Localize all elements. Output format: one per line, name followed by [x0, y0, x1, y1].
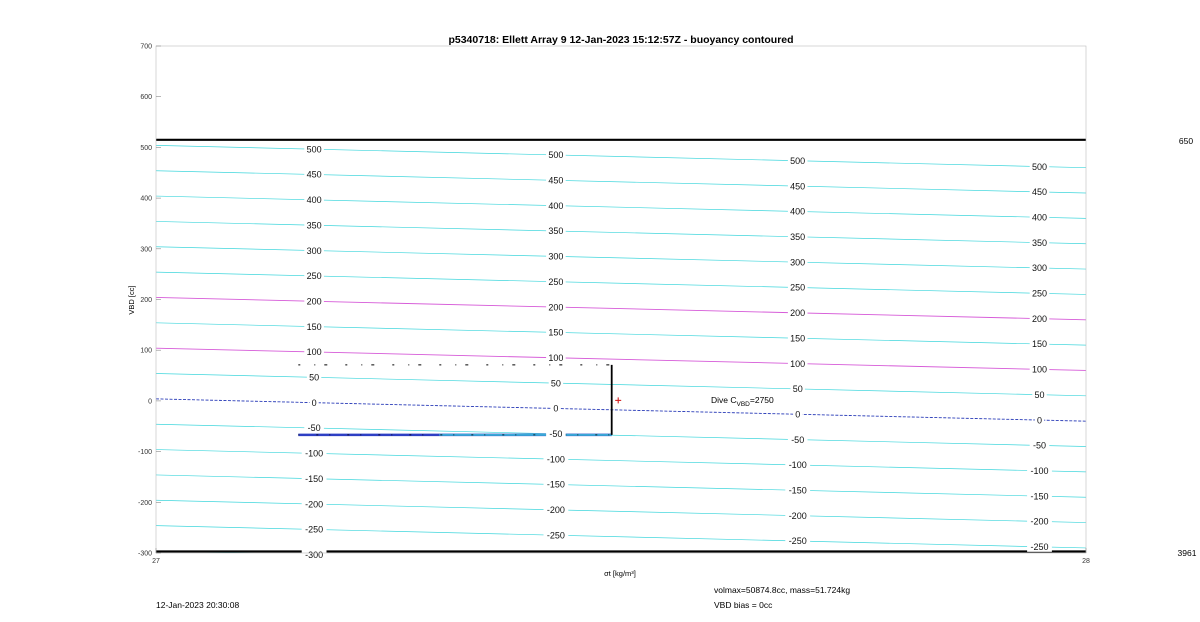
y-tick-label-300: 300: [140, 246, 152, 254]
contour-label-450-0: 450: [306, 169, 322, 180]
contour-label--100-2: -100: [788, 460, 807, 471]
contour-label-300-3: 300: [1031, 263, 1048, 274]
contour-label-300-2: 300: [790, 257, 806, 268]
annotation-text: Dive C: [711, 395, 737, 405]
contour-label-200-0: 200: [306, 296, 322, 307]
plot-area: [156, 46, 1086, 553]
contour-label-400-3: 400: [1031, 212, 1048, 223]
contour-label-500-1: 500: [548, 150, 564, 161]
contour-label-150-1: 150: [548, 327, 564, 338]
contour-label-50-0: 50: [309, 372, 320, 383]
contour-label-400-2: 400: [790, 206, 806, 217]
contour-label-200-1: 200: [548, 302, 564, 313]
contour-label--50-2: -50: [791, 434, 805, 445]
y-tick-label--200: -200: [137, 499, 152, 507]
contour-label-100-0: 100: [306, 347, 322, 358]
contour-label--200-1: -200: [546, 505, 565, 516]
contour-label-50-1: 50: [550, 378, 561, 389]
contour-label-0-0: 0: [311, 397, 317, 408]
lower-limit-label: 3961: [1177, 548, 1197, 558]
contour-label--100-1: -100: [546, 454, 565, 465]
annotation-value: =2750: [749, 395, 774, 405]
upper-limit-label: 650: [1178, 136, 1194, 146]
footer-vbd-bias: VBD bias = 0cc: [714, 600, 773, 610]
contour-label--250-3: -250: [1030, 542, 1049, 553]
contour-label-150-0: 150: [306, 321, 322, 332]
contour-label--100-0: -100: [305, 448, 324, 459]
footer-timestamp: 12-Jan-2023 20:30:08: [156, 600, 240, 610]
contour-label-200-3: 200: [1031, 313, 1048, 324]
contour-label-350-3: 350: [1031, 237, 1048, 248]
contour-label-500-0: 500: [306, 144, 322, 155]
contour-label-250-1: 250: [548, 276, 564, 287]
y-tick-label-500: 500: [140, 144, 152, 152]
contour-label-350-2: 350: [790, 232, 806, 243]
contour-label-50-3: 50: [1034, 389, 1045, 400]
contour-label-250-3: 250: [1031, 288, 1048, 299]
y-tick-label-600: 600: [140, 94, 152, 102]
contour-label--50-0: -50: [307, 423, 321, 434]
y-tick-label--100: -100: [137, 449, 152, 457]
contour-label--300-0: -300: [305, 549, 324, 560]
contour-label-100-2: 100: [790, 358, 806, 369]
contour-label-250-2: 250: [790, 282, 806, 293]
annotation-subscript: VBD: [736, 401, 750, 408]
contour-label--250-1: -250: [546, 530, 565, 541]
contour-label--250-0: -250: [305, 524, 324, 535]
y-tick-label-700: 700: [140, 43, 152, 51]
contour-label--100-3: -100: [1030, 465, 1049, 476]
x-tick-label-27: 27: [152, 558, 160, 565]
contour-label--200-2: -200: [788, 510, 807, 521]
contour-label-150-3: 150: [1031, 339, 1048, 350]
contour-label--250-2: -250: [788, 536, 807, 547]
contour-label--150-0: -150: [305, 473, 324, 484]
contour-label-350-1: 350: [548, 226, 564, 237]
contour-label-400-1: 400: [548, 200, 564, 211]
contour-label--50-1: -50: [549, 429, 563, 440]
contour-label-300-1: 300: [548, 251, 564, 262]
contour-label-300-0: 300: [306, 245, 322, 256]
contour-label-250-0: 250: [306, 271, 322, 282]
contour-label--200-0: -200: [305, 499, 324, 510]
footer-volmax-mass: volmax=50874.8cc, mass=51.724kg: [714, 585, 851, 595]
y-tick-label-100: 100: [140, 347, 152, 355]
contour-label--200-3: -200: [1030, 516, 1049, 527]
contour-label-50-2: 50: [792, 384, 803, 395]
contour-label-150-2: 150: [790, 333, 806, 344]
contour-label-450-1: 450: [548, 175, 564, 186]
contour-label-400-0: 400: [306, 195, 322, 206]
contour-label--50-3: -50: [1032, 440, 1047, 451]
x-axis-label: σt [kg/m³]: [604, 569, 636, 578]
contour-label--150-2: -150: [788, 485, 807, 496]
contour-label-500-3: 500: [1031, 161, 1048, 172]
contour-label--150-1: -150: [546, 479, 565, 490]
contour-label-100-1: 100: [548, 352, 564, 363]
contour-label-0-1: 0: [553, 403, 559, 414]
contour-label-200-2: 200: [790, 308, 806, 319]
contour-label-0-2: 0: [795, 409, 801, 420]
contour-label-450-3: 450: [1031, 187, 1048, 198]
y-tick-label-0: 0: [148, 398, 152, 406]
contour-label--150-3: -150: [1030, 491, 1049, 502]
y-axis-label: VBD [cc]: [127, 285, 136, 315]
contour-label-500-2: 500: [790, 155, 806, 166]
chart-title: p5340718: Ellett Array 9 12-Jan-2023 15:12:57Z - buoyancy contoured: [448, 34, 794, 46]
contour-label-100-3: 100: [1031, 364, 1048, 375]
y-tick-label-200: 200: [140, 297, 152, 304]
contour-label-0-3: 0: [1036, 415, 1043, 426]
x-tick-label-28: 28: [1082, 558, 1090, 565]
y-tick-label--300: -300: [137, 550, 152, 558]
y-tick-label-400: 400: [140, 195, 152, 203]
contour-label-350-0: 350: [306, 220, 322, 231]
contour-label-450-2: 450: [790, 181, 806, 192]
